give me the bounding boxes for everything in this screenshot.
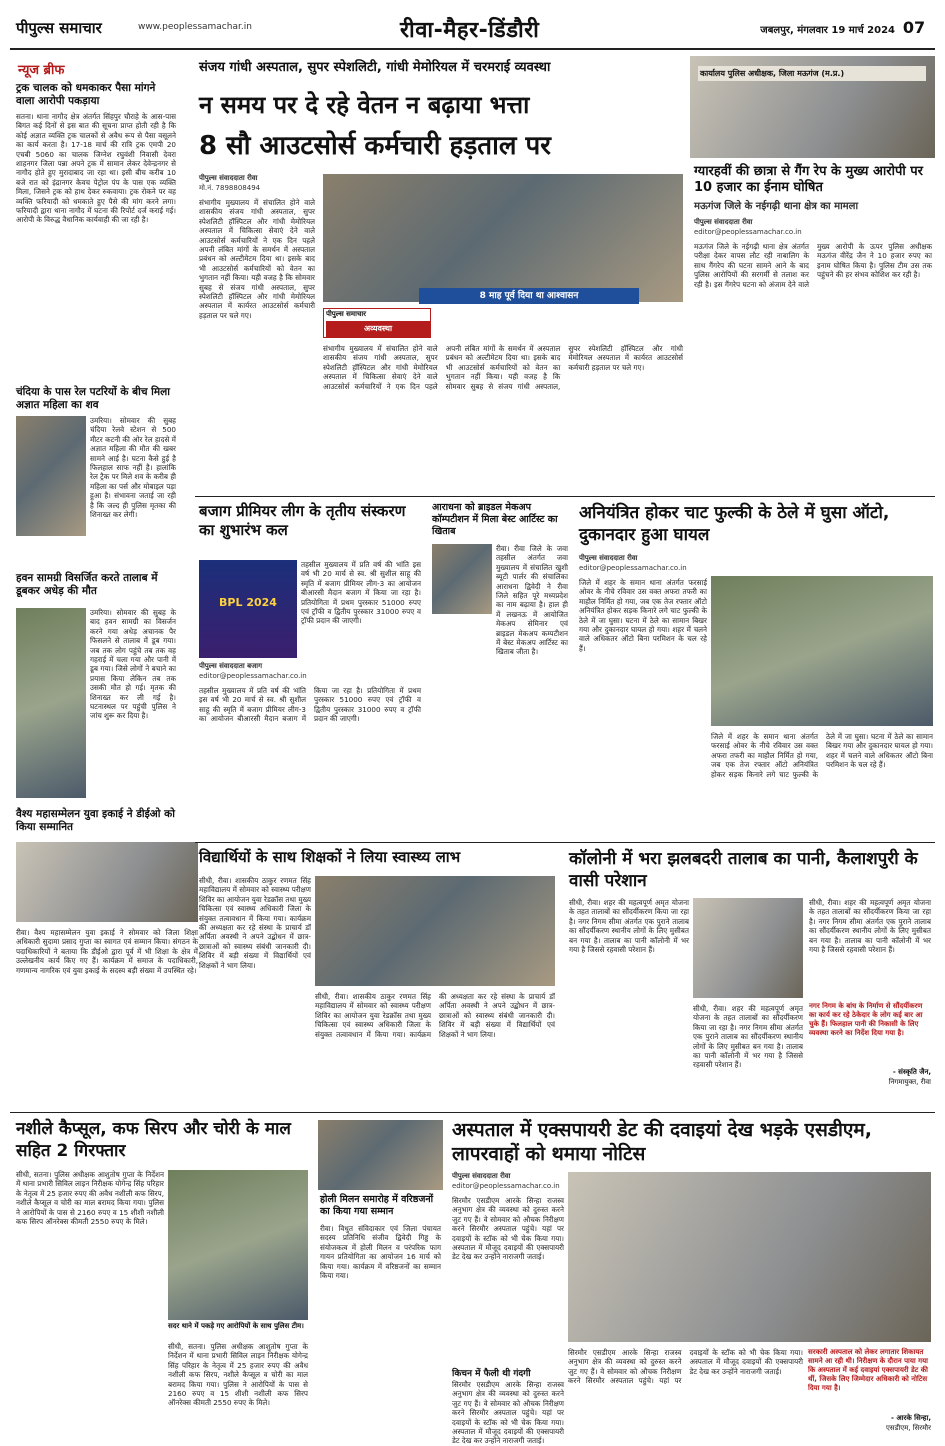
makeup-body: रीवा। रीवा जिले के जवा तहसील अंतर्गत जवा मुख्यालय में संचालित खुशी ब्यूटी पार्लर की संचालिका आराधना द्विवेदी ने रीवा जिले सहित पूरे मध्यप्रदेश का नाम बढ़ाया है। हाल ही में लखनऊ में आयोजित मेकअप सेमिनार एवं ब्राइडल मेकअप कम्पटीशन में बेस्ट मेकअप आर्टिस्ट का खिताब जीता है।: [496, 544, 568, 657]
cough-syrup-headline: नशीले कैप्सूल, कफ सिरप और चोरी के माल सहित 2 गिरफ्तार: [16, 1119, 291, 1161]
pond-quote-author: - संस्कृति जैन,: [892, 1068, 931, 1076]
brief-2-body: उमरिया। सोमवार की सुबह चंदिया रेलवे स्टेशन से 500 मीटर कटनी की ओर रेल हादसे में अज्ञात महिला की मौत की खबर सामने आई है। घटना कैसे हुई है फिलहाल साफ नहीं है। हालांकि रेल ट्रैक पर मिले शव के करीब ही महिला का पर्स और मोबाइल पड़ा हुआ है। संभावना जताई जा रही है कि जल्द ही पुलिस मृतका की शिनाख्त कर लेगी।: [90, 416, 176, 520]
cough-syrup-caption: सदर थाने में पकड़े गए आरोपियों के साथ पुलिस टीम।: [168, 1322, 304, 1330]
health-camp-story: [195, 846, 560, 1108]
hawker-byline: [579, 554, 719, 563]
hospital-body-bottom: सिरमौर एसडीएम आरके सिन्हा राजस्व अनुभाग क्षेत्र की व्यवस्था को दुरुस्त करने जुट गए हैं। वे सोमवार को औचक निरीक्षण करने सिरमौर अस्पताल पहुंचे। यहां पर दवाइयों के स्टॉक को भी चेक किया गया। अस्पताल में मौजूद दवाइयों की एक्सपायरी डेट देख कर उन्होंने नाराजगी जताई।: [452, 1380, 564, 1446]
masthead-logo: पीपुल्स समाचार: [16, 19, 102, 37]
gang-rape-story: [690, 56, 935, 496]
hospital-quote: सरकारी अस्पताल को लेकर लगातार शिकायत सामने आ रही थी। निरीक्षण के दौरान पाया गया कि अस्पताल में कई दवाइयां एक्सपायरी डेट की थीं, जिसके लिए जिम्मेदार अधिकारी को नोटिस दिया गया है।: [808, 1348, 928, 1392]
hospital-body: सिरमौर एसडीएम आरके सिन्हा राजस्व अनुभाग क्षेत्र की व्यवस्था को दुरुस्त करने जुट गए हैं। वे सोमवार को औचक निरीक्षण करने सिरमौर अस्पताल पहुंचे। यहां पर दवाइयों के स्टॉक को भी चेक किया गया। अस्पताल में मौजूद दवाइयों की एक्सपायरी डेट देख कर उन्होंने नाराजगी जताई।: [452, 1196, 564, 1262]
brief-1-headline: ट्रक चालक को धमकाकर पैसा मांगने वाला आरोपी पकड़ाया: [16, 82, 156, 107]
dateline: जबलपुर, मंगलवार 19 मार्च 2024: [760, 25, 895, 36]
pond-story: [565, 846, 935, 1108]
makeup-headline: आराधना को ब्राइडल मेकअप कॉम्पटीशन में मिला बेस्ट आर्टिस्ट का खिताब: [432, 502, 558, 537]
masthead: [0, 0, 945, 52]
section-title: रीवा-मैहर-डिंडौरी: [400, 18, 540, 43]
bpl-story: [195, 500, 425, 838]
pond-quote-box: [809, 898, 931, 1098]
gang-rape-subhead: मऊगंज जिले के नईगढ़ी थाना क्षेत्र का मामला: [694, 201, 859, 212]
brief-2-headline: चंदिया के पास रेल पटरियों के बीच मिला अज्ञात महिला का शव: [16, 386, 170, 411]
brief-4-body: रीवा। वैश्य महासम्मेलन युवा इकाई ने सोमवार को जिला शिक्षा अधिकारी सुदामा प्रसाद गुप्ता का स्वागत एवं सम्मान किया। संगठन के पदाधिकारियों ने बताया कि डीईओ द्वारा पूर्व में भी शिक्षा के क्षेत्र में उल्लेखनीय कार्य किए गए हैं। कार्यक्रम में समाज के पदाधिकारी, गणमान्य नागरिक एवं युवा इकाई के सदस्य बड़ी संख्या में उपस्थित रहे।: [16, 928, 198, 975]
lead-headline-line2: 8 सौ आउटसोर्स कर्मचारी हड़ताल पर: [199, 131, 551, 161]
lead-headline-line1: न समय पर दे रहे वेतन न बढ़ाया भत्ता: [199, 91, 530, 119]
health-camp-body-continued: सीधी, रीवा। शासकीय ठाकुर रणमत सिंह महाविद्यालय में सोमवार को स्वास्थ्य परीक्षण शिविर का आयोजन युवा रेडक्रॉस तथा मुख्य चिकित्सा एवं स्वास्थ्य अधिकारी जिला के संयुक्त तत्वावधान में किया गया। कार्यक्रम की अध्यक्षता कर रहे संस्था के प्राचार्य डॉ अर्पिता अवस्थी ने अपने उद्बोधन में छात्र-छात्राओं को स्वास्थ्य संबंधी जानकारी दी। शिविर में बड़ी संख्या में विद्यार्थियों एवं शिक्षकों ने भाग लिया।: [315, 992, 555, 1039]
hawker-byline-name: पीपुल्स संवाददाता: [579, 554, 625, 562]
hospital-byline-place: रीवा: [500, 1172, 511, 1180]
health-camp-headline: विद्यार्थियों के साथ शिक्षकों ने लिया स्वास्थ्य लाभ: [199, 848, 461, 866]
brief-1-body: सतना। थाना नागौद क्षेत्र अंतर्गत सिंहपुर चौराहे के आस-पास बिगत कई दिनों से इस बात की सूचना प्राप्त होती रही है कि कोई अज्ञात व्यक्ति ट्रक चालकों से अवैध रूप से पैसा वसूलने का कार्य करता है। 17-18 मार्च की रात्रि ट्रक एमपी 20 एचबी 5060 का चालक जिग्नेश रघुवंशी निवासी देवरा शाहनगर जिला पन्ना अपने ट्रक में सामान लेकर देवेन्द्रनगर से नागौद होते हुए मुरादाबाद जा रहा था। इसी बीच करीब 10 बजे रात को इंद्रानगर केवच पेट्रोल पंप के पास एक व्यक्ति मिला, जिसने ट्रक को हाथ देकर रुकवाया। ट्रक रोकने पर वह व्यक्ति फरियादी को धमकाते हुए पैसे की मांग करने लगा। फरियादी द्वारा थाना नागौद में घटना की रिपोर्ट दर्ज कराई गई। आरोपी के विरुद्ध वैधानिक कार्यवाही की जा रही है।: [16, 112, 176, 225]
hawker-photo: [711, 576, 933, 726]
cough-syrup-body: सीधी, सतना। पुलिस अधीक्षक आशुतोष गुप्ता के निर्देशन में थाना प्रभारी सिविल लाइन निरीक्षक योगेन्द्र सिंह परिहार के नेतृत्व में 25 हजार रुपए की अवैध नशीली कफ सिरप, नशीले कैप्सूल व चोरी का माल बरामद किया गया। पुलिस ने आरोपियों के पास से 2160 रुपए व 15 शीशी नशीली कफ सिरप ऑनरेक्स कीमती 2550 रुपए के मिले।: [16, 1170, 164, 1227]
pond-death-photo: [16, 608, 86, 798]
gang-rape-email[interactable]: editor@peoplessamachar.co.in: [694, 228, 802, 236]
lead-protest-photo: [323, 174, 683, 302]
bpl-byline-place: बजाग: [247, 662, 263, 670]
police-office-sign: कार्यालय पुलिस अधीक्षक, जिला मऊगंज (म.प्र.): [698, 66, 926, 81]
gang-rape-byline-place: रीवा: [742, 218, 753, 226]
bpl-poster: [199, 560, 297, 658]
holi-body: रीवा। विधुत संविदाकार एवं जिला पंचायत सदस्य प्रतिनिधि संजीव द्विवेदी गिड्ड के संयोजकत्व में होली मिलन व परंपरिक फाग गायन प्रतियोगिता का आयोजन 16 मार्च को किया गया। कार्यक्रम में वरिष्ठजनों का सम्मान किया गया।: [320, 1224, 441, 1281]
lead-byline-place: रीवा: [247, 174, 258, 182]
pond-body-continued: सीधी, रीवा। शहर की महत्वपूर्ण अमृत योजना के तहत तालाबों का सौंदर्यीकरण किया जा रहा है। नगर निगम सीमा अंतर्गत एक पुराने तालाब का सौंदर्यीकरण स्थानीय लोगों के लिए मुसीबत बन गया है। तालाब का पानी कॉलोनी में भर गया है जिससे रहवासी परेशान हैं।: [693, 1004, 803, 1070]
hawker-headline: अनियंत्रित होकर चाट फुल्की के ठेले में घुसा ऑटो, दुकानदार हुआ घायल: [579, 503, 890, 545]
brief-4-headline: वैश्य महासम्मेलन युवा इकाई ने डीईओ को किया सम्मानित: [16, 808, 175, 833]
bpl-headline: बजाग प्रीमियर लीग के तृतीय संस्करण का शुभारंभ कल: [199, 502, 406, 539]
lead-phone: मो.नं. 7898808494: [199, 184, 261, 192]
pond-body: सीधी, रीवा। शहर की महत्वपूर्ण अमृत योजना के तहत तालाबों का सौंदर्यीकरण किया जा रहा है। नगर निगम सीमा अंतर्गत एक पुराने तालाब का सौंदर्यीकरण स्थानीय लोगों के लिए मुसीबत बन गया है। तालाब का पानी कॉलोनी में भर गया है जिससे रहवासी परेशान हैं।: [569, 898, 689, 955]
lead-sidebar-logo: पीपुल्स समाचार: [326, 310, 367, 318]
hawker-story: [575, 500, 935, 838]
masthead-rule: [10, 48, 935, 50]
lead-sidebar-box: [323, 308, 431, 338]
pond-body-right: सीधी, रीवा। शहर की महत्वपूर्ण अमृत योजना के तहत तालाबों का सौंदर्यीकरण किया जा रहा है। नगर निगम सीमा अंतर्गत एक पुराने तालाब का सौंदर्यीकरण स्थानीय लोगों के लिए मुसीबत बन गया है। तालाब का पानी कॉलोनी में भर गया है जिससे रहवासी परेशान हैं।: [809, 898, 931, 955]
hospital-headline: अस्पताल में एक्सपायरी डेट की दवाइयां देख भड़के एसडीएम, लापरवाहों को थमाया नोटिस: [452, 1119, 872, 1165]
holi-headline: होली मिलन समारोह में वरिष्ठजनों का किया गया सम्मान: [320, 1194, 434, 1217]
news-brief-label: न्यूज ब्रीफ: [18, 63, 65, 78]
bpl-byline-name: पीपुल्स संवाददाता: [199, 662, 245, 670]
bpl-email[interactable]: editor@peoplessamachar.co.in: [199, 672, 307, 680]
hawker-body: जिले में शहर के समान थाना अंतर्गत फरसाई ओवर के नीचे रविवार उस वक्त अफरा तफरी का माहौल निर्मित हो गया, जब एक तेज रफ्तार ऑटो अनियंत्रित होकर सड़क किनारे लगे चाट फुल्की के ठेले में जा घुसा। घटना में ठेले का सामान बिखर गया और दुकानदार घायल हो गया। शहर में चलने वाले अधिकतर ऑटो बिना परमिशन के चल रहे हैं।: [579, 578, 707, 653]
brief-3-body: उमरिया। सोमवार की सुबह के बाद हवन सामग्री का विसर्जन करने गया अधेड़ अचानक पैर फिसलने से तालाब में डूब गया। जब तक लोग पहुंचे तब तक वह गहराई में चला गया और पानी में डूब गया। जिसे लोगों ने बचाने का प्रयास किया लेकिन तब तक उसकी मौत हो गई। मृतक की शिनाख्त कर ली गई है। घटनास्थल पर पहुंची पुलिस ने जांच शुरू कर दिया है।: [90, 608, 176, 721]
page-number: 07: [902, 18, 926, 37]
health-camp-body: सीधी, रीवा। शासकीय ठाकुर रणमत सिंह महाविद्यालय में सोमवार को स्वास्थ्य परीक्षण शिविर का आयोजन युवा रेडक्रॉस तथा मुख्य चिकित्सा एवं स्वास्थ्य अधिकारी जिला के संयुक्त तत्वावधान में किया गया। कार्यक्रम की अध्यक्षता कर रहे संस्था के प्राचार्य डॉ अर्पिता अवस्थी ने अपने उद्बोधन में छात्र-छात्राओं को स्वास्थ्य संबंधी जानकारी दी। शिविर में बड़ी संख्या में विद्यार्थियों एवं शिक्षकों ने भाग लिया।: [199, 876, 311, 970]
news-brief-column: [12, 56, 198, 1096]
hawker-byline-place: रीवा: [627, 554, 638, 562]
cough-syrup-photo: [168, 1170, 308, 1320]
hospital-email[interactable]: editor@peoplessamachar.co.in: [452, 1182, 560, 1190]
gang-rape-headline: ग्यारहवीं की छात्रा से गैंग रेप के मुख्य आरोपी पर 10 हजार का ईनाम घोषित: [694, 164, 923, 195]
hospital-quote-role: एसडीएम, सिरमौर: [886, 1424, 931, 1432]
bpl-body-continued: तहसील मुख्यालय में प्रति वर्ष की भांति इस वर्ष भी 20 मार्च से स्व. श्री सुशील साहू की स्मृति में बजाग प्रीमियर लीग-3 का आयोजन बीआरसी मैदान बजाग में किया जा रहा है। प्रतियोगिता में प्रथम पुरस्कार 51000 रुपए एवं ट्रॉफी व द्वितीय पुरस्कार 31000 रुपए व ट्रॉफी प्रदान की जाएगी।: [199, 686, 421, 724]
bpl-byline: [199, 662, 339, 671]
lead-story: [195, 56, 685, 496]
hospital-body-continued: सिरमौर एसडीएम आरके सिन्हा राजस्व अनुभाग क्षेत्र की व्यवस्था को दुरुस्त करने जुट गए हैं। वे सोमवार को औचक निरीक्षण करने सिरमौर अस्पताल पहुंचे। यहां पर दवाइयों के स्टॉक को भी चेक किया गया। अस्पताल में मौजूद दवाइयों की एक्सपायरी डेट देख कर उन्होंने नाराजगी जताई।: [568, 1348, 803, 1386]
divider-2: [195, 842, 935, 843]
rail-track-photo: [16, 416, 86, 536]
hospital-byline-name: पीपुल्स संवाददाता: [452, 1172, 498, 1180]
pond-quote: नगर निगम के बांध के निर्माण से सौंदर्यीकरण का कार्य कर रहे ठेकेदार के लोग कई बार आ चुके हैं। फिलहाल पानी की निकासी के लिए व्यवस्था करने का निर्देश दिया गया है।: [809, 1002, 923, 1037]
vaishya-photo: [16, 842, 198, 922]
health-camp-photo: [315, 876, 555, 986]
holi-story: [318, 1116, 443, 1442]
lead-kicker: संजय गांधी अस्पताल, सुपर स्पेशलिटी, गांधी मेमोरियल में चरमराई व्यवस्था: [199, 60, 551, 75]
lead-byline-name: पीपुल्स संवाददाता: [199, 174, 245, 182]
lead-sidebar-label: अव्यवस्था: [326, 321, 430, 337]
hospital-quote-box: [808, 1348, 931, 1438]
cough-syrup-story: [12, 1116, 312, 1442]
hospital-story: [448, 1116, 935, 1446]
divider-1: [195, 496, 935, 497]
lead-byline: [199, 174, 319, 183]
holi-photo: [318, 1120, 443, 1190]
gang-rape-byline: [694, 218, 854, 227]
pond-quote-role: निगमायुक्त, रीवा: [888, 1078, 931, 1086]
divider-3: [10, 1112, 935, 1113]
bpl-poster-title: BPL 2024: [219, 596, 277, 609]
hospital-quote-author: - आरके सिन्हा,: [891, 1414, 931, 1422]
lead-photo-caption: 8 माह पूर्व दिया था आश्वासन: [419, 288, 639, 304]
bpl-body: तहसील मुख्यालय में प्रति वर्ष की भांति इस वर्ष भी 20 मार्च से स्व. श्री सुशील साहू की स्मृति में बजाग प्रीमियर लीग-3 का आयोजन बीआरसी मैदान बजाग में किया जा रहा है। प्रतियोगिता में प्रथम पुरस्कार 51000 रुपए एवं ट्रॉफी व द्वितीय पुरस्कार 31000 रुपए व ट्रॉफी प्रदान की जाएगी।: [301, 560, 421, 626]
makeup-story: [430, 500, 570, 838]
hawker-body-continued: जिले में शहर के समान थाना अंतर्गत फरसाई ओवर के नीचे रविवार उस वक्त अफरा तफरी का माहौल निर्मित हो गया, जब एक तेज रफ्तार ऑटो अनियंत्रित होकर सड़क किनारे लगे चाट फुल्की के ठेले में जा घुसा। घटना में ठेले का सामान बिखर गया और दुकानदार घायल हो गया। शहर में चलने वाले अधिकतर ऑटो बिना परमिशन के चल रहे हैं।: [711, 732, 933, 779]
masthead-website[interactable]: www.peoplessamachar.in: [138, 22, 252, 32]
pond-headline: कॉलोनी में भरा झलबदरी तालाब का पानी, कैलाशपुरी के वासी परेशान: [569, 849, 918, 891]
lead-body: संभागीय मुख्यालय में संचालित होने वाले शासकीय संजय गांधी अस्पताल, सुपर स्पेशलिटी हॉस्पिटल और गांधी मेमोरियल अस्पताल में चिकित्सा सेवाएं देने वाले आउटसोर्स कर्मचारियों ने एक दिन पहले अपनी लंबित मांगों के समर्थन में अस्पताल प्रबंधन को अल्टीमेटम दिया था। इसके बाद भी आउटसोर्स कर्मचारियों को वेतन का भुगतान नहीं किया। यही वजह है कि सोमवार सुबह से संजय गांधी अस्पताल, सुपर स्पेशलिटी हॉस्पिटल और गांधी मेमोरियल अस्पताल में कार्यरत आउटसोर्स कर्मचारी हड़ताल पर चले गए।: [199, 198, 315, 320]
cough-syrup-body-continued: सीधी, सतना। पुलिस अधीक्षक आशुतोष गुप्ता के निर्देशन में थाना प्रभारी सिविल लाइन निरीक्षक योगेन्द्र सिंह परिहार के नेतृत्व में 25 हजार रुपए की अवैध नशीली कफ सिरप, नशीले कैप्सूल व चोरी का माल बरामद किया गया। पुलिस ने आरोपियों के पास से 2160 रुपए व 15 शीशी नशीली कफ सिरप ऑनरेक्स कीमती 2550 रुपए के मिले।: [168, 1342, 308, 1408]
hospital-photo: [568, 1172, 931, 1342]
lead-body-continued: संभागीय मुख्यालय में संचालित होने वाले शासकीय संजय गांधी अस्पताल, सुपर स्पेशलिटी हॉस्पिटल और गांधी मेमोरियल अस्पताल में चिकित्सा सेवाएं देने वाले आउटसोर्स कर्मचारियों ने एक दिन पहले अपनी लंबित मांगों के समर्थन में अस्पताल प्रबंधन को अल्टीमेटम दिया था। इसके बाद भी आउटसोर्स कर्मचारियों को वेतन का भुगतान नहीं किया। यही वजह है कि सोमवार सुबह से संजय गांधी अस्पताल, सुपर स्पेशलिटी हॉस्पिटल और गांधी मेमोरियल अस्पताल में कार्यरत आउटसोर्स कर्मचारी हड़ताल पर चले गए।: [323, 344, 683, 391]
gang-rape-byline-name: पीपुल्स संवाददाता: [694, 218, 740, 226]
police-office-photo: [690, 56, 935, 158]
gang-rape-body: मऊगंज जिले के नईगढ़ी थाना क्षेत्र अंतर्गत परीक्षा देकर वापस लौट रही नाबालिग के साथ गैंगरेप की घटना सामने आने के बाद पुलिस आरोपियों की सरगर्मी से तलाश कर रही है। इस गैंगरेप घटना को अंजाम देने वाले मुख्य आरोपी के ऊपर पुलिस अधीक्षक मऊगंज वीरेंद्र जैन ने 10 हजार रुपए का इनाम घोषित किया है। पुलिस टीम उस तक पहुंचने की हर संभव कोशिश कर रही है।: [694, 242, 932, 289]
brief-3-headline: हवन सामग्री विसर्जित करते तालाब में डूबकर अधेड़ की मौत: [16, 572, 158, 597]
hospital-subhead: किचन में फैली थी गंदगी: [452, 1369, 531, 1379]
pond-photo: [693, 898, 803, 998]
hawker-email[interactable]: editor@peoplessamachar.co.in: [579, 564, 687, 572]
